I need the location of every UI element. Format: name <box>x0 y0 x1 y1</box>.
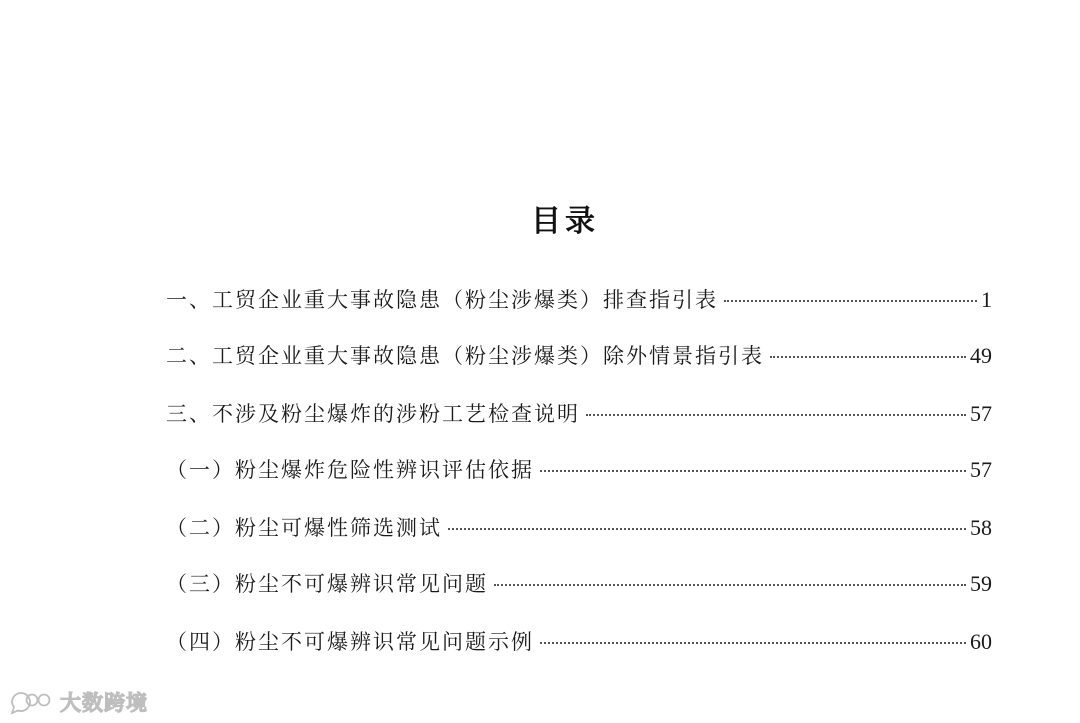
toc-title: 目录 <box>531 204 599 239</box>
toc-entry-text: （二）粉尘可爆性筛选测试 <box>166 516 442 540</box>
watermark <box>8 687 148 717</box>
toc-page-number: 60 <box>970 629 992 654</box>
toc-page-number: 49 <box>970 343 992 368</box>
toc-dot-leader <box>586 414 966 416</box>
toc-dot-leader <box>724 300 977 302</box>
toc-entry <box>166 454 992 486</box>
chat-bubble-logo-icon <box>8 689 54 715</box>
toc-entry-text: （三）粉尘不可爆辨识常见问题 <box>166 572 488 596</box>
toc-entry-text: 二、工贸企业重大事故隐患（粉尘涉爆类）除外情景指引表 <box>166 344 764 368</box>
toc-page-number: 57 <box>970 457 992 482</box>
toc-dot-leader <box>448 528 966 530</box>
toc-page-number: 57 <box>970 401 992 426</box>
watermark-text: 大数跨境 <box>60 691 148 715</box>
toc-entry <box>166 626 992 658</box>
toc-page-number: 59 <box>970 571 992 596</box>
toc-dot-leader <box>540 470 966 472</box>
toc-entry <box>166 512 992 544</box>
toc-entry-text: （一）粉尘爆炸危险性辨识评估依据 <box>166 458 534 482</box>
toc-page-number: 58 <box>970 515 992 540</box>
toc-entry <box>166 398 992 430</box>
toc-dot-leader <box>770 356 966 358</box>
toc-dot-leader <box>494 584 966 586</box>
toc-entry <box>166 284 992 316</box>
toc-entry <box>166 340 992 372</box>
toc-page-number: 1 <box>981 287 992 312</box>
toc-entry-text: （四）粉尘不可爆辨识常见问题示例 <box>166 630 534 654</box>
toc-entry-text: 三、不涉及粉尘爆炸的涉粉工艺检查说明 <box>166 402 580 426</box>
toc-dot-leader <box>540 642 966 644</box>
toc-entry <box>166 568 992 600</box>
toc-entry-text: 一、工贸企业重大事故隐患（粉尘涉爆类）排查指引表 <box>166 288 718 312</box>
